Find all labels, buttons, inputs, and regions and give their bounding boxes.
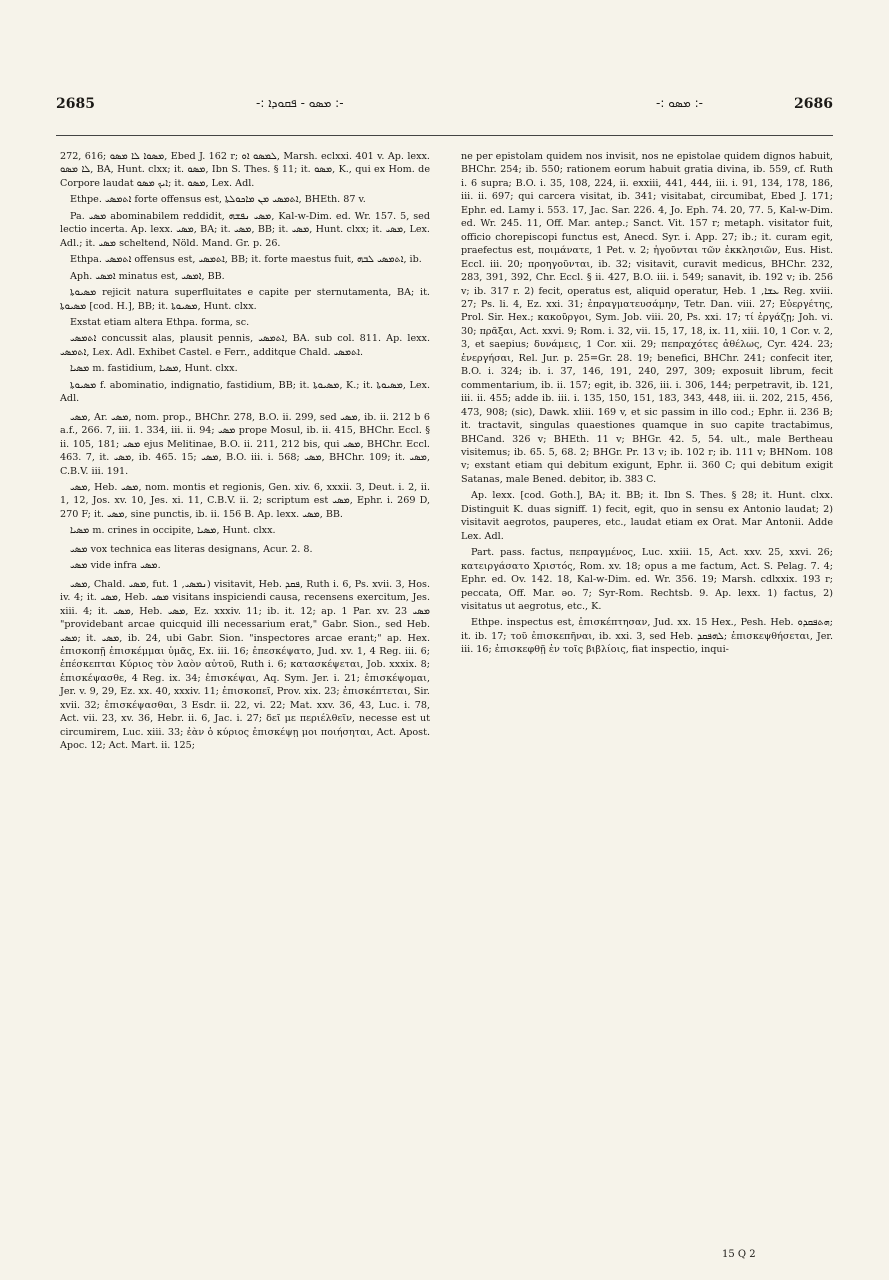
entry-paragraph: Exstat etiam altera Ethpa. forma, sc. xyxy=(70,316,250,328)
left-running-head: -: ܡܣܘ - ܦܩܘܕܐ :- xyxy=(256,96,344,110)
signature-mark: 15 Q 2 xyxy=(722,1249,756,1260)
entry-paragraph: ne per epistolam quidem nos invisit, nos ne epistolae quidem dignos habuit, BHChr. 254; ib. 550; rationem eorum habuit gratia divina, ib. 559, cf. Ruth i. 6 supra; B.O. i. 35, 108, 224, ii. exxiii, 441, 444, iii. i. 91, 134, 178, 186, iii. ii. 697; qui carcera visitat, ib. 341; visitabat, circumibat, Ebed J. 171; Ephr. ed. Lamy i. 553. 17, Jac. Sar. 226. 4, Jo. Eph. 74. 20, 77. 5, Kal-w-Dim. ed. Wr. 245. 11, Off. Mar. antep.; Sanct. Vit. 157 r; metaph. visitator fuit, officio chorepiscopi functus est, Anecd. Syr. i. App. 27; ib.; it. curam egit, praefectus est, ποιμάνατε, 1 Pet. v. 2; ἡγοῦνται τῶν ἐκκλησιῶν, Eus. Hist. Eccl. iii. 20; προηγοῦνται, ib. 32; visitavit, curavit medicus, BHChr. 232, 283, 391, 392, Chr. Eccl. § ii. 427, B.O. iii. i. 549; sanavit, ib. 192 v; ib. 256 v; ib. 317 r. 2) fecit, operatus est, aliquid operatur, Heb. ܥܫܐ, 1 Reg. xviii. 27; Ps. li. 4, Ez. xxi. 31; ἐπραγματευσάμην, Tetr. Dan. viii. 27; Εὐεργέτης, Prol. Sir. Hex.; κακοῦργοι, Sym. Job. viii. 20, Ps. xxi. 17; τί ἐργάζῃ; Joh. vi. 30; πρᾶξαι, Act. xxvi. 9; Rom. i. 32, vii. 15, 17, 18, ix. 11, xiii. 10, 1 Cor. v. 2, 3, et saepius; δυνάμεις, 1 Cor. xii. 29; πεπραχότες ἀθέλως, Cyr. 424. 23; ἐνεργήσαι, Rel. Jur. p. 25=Gr. 28. 19; benefici, BHChr. 241; confecit iter, B.O. i. 324; ib. i. 37, 146, 191, 240, 297, 309; exposuit librum, fecit commentarium, ib. ii. 157; egit, ib. 326, iii. i. 306, 144; perpetravit, ib. 121, iii. ii. 455; adde ib. iii. i. 135, 150, 151, 183, 343, 448, iii. ii. 202, 215, 456, 473, 908; (sic), Dawk. xliii. 169 v, et sic passim in illo cod.; Ephr. ii. 236 B; it. tractavit, singulas quaestiones quamque in suo capite tractabimus, BHCand. 326 v; BHEth. 11 v; BHGr. 42. 5, 54. ult., male Bertheau visitemus; ib. 65. 5, 68. 2; BHGr. Pr. 13 v; ib. 102 r; ib. 111 v; BHNom. 108 v; exstant etiam qui debitum exigunt, Ephr. ii. 360 C; qui debitum exigit Satanas, male Bened. debitor, ib. 383 C. xyxy=(461,151,833,485)
entry-paragraph: 272, 616; ܡܣܘܐ ܠܐ ܡܣܘ, Ebed J. 162 r; ܠܡܣܘ ܐܘ, Marsh. eclxxi. 401 v. Ap. lexx. ܠܐ ܡܣܘ, BA, Hunt. clxx; it. ܡܣܘ, Ibn S. Thes. § 11; it. ܡܣܘ, K., qui ex Hom. de Corpore laudat ܐܝܟ ܡܣܘ; it. ܡܣܘ, Lex. Adl. xyxy=(60,151,430,189)
entry-paragraph: ܡܣܝܐ m. fastidium, ܡܣܝܐ, Hunt. clxx. xyxy=(70,363,238,375)
entry-paragraph: ܡܣܝ vox technica eas literas designans, Acur. 2. 8. xyxy=(70,543,313,555)
entry-paragraph: ܡܣܝܘܬܐ f. abominatio, indignatio, fastidium, BB; it. ܡܣܝܘܬܐ, K.; it. ܡܣܝܘܬܐ, Lex. Adl. xyxy=(60,379,431,405)
entry-paragraph: ܡܣܝ, Ar. ܡܣܝ, nom. prop., BHChr. 278, B.O. ii. 299, sed ܡܣܝ, ib. ii. 212 b 6 a.f., 266. 7, iii. 1. 334, iii. ii. 94; ܡܣܝ prope Mosul, ib. ii. 415, BHChr. Eccl. § ii. 105, 181; ܡܣܝ ejus Melitinae, B.O. ii. 211, 212 bis, qui ܡܣܝ, BHChr. Eccl. 463. 7, it. ܡܣܝ, ib. 465. 15; ܡܣܝ, B.O. iii. i. 568; ܡܣܝ, BHChr. 109; it. ܡܣܝ, C.B.V. iii. 191. xyxy=(60,411,431,477)
left-column xyxy=(60,150,430,756)
page-header xyxy=(56,96,833,126)
entry-paragraph: ܡܣܝ, Chald. ܡܣܝ, fut. ܢܡܣܝ, 1) visitavit, Heb. ܦܩܕ, Ruth i. 6, Ps. xvii. 3, Hos. iv. 4; it. ܡܣܝ, Heb. ܡܣܝ visitans inspiciendi causa, recensens exercitum, Jes. xiii. 4; it. ܡܣܝ, Heb. ܡܣܝ, Ez. xxxiv. 11; ib. it. 12; ap. 1 Par. xv. 23 ܡܣܝ "providebant arcae quicquid illi necessarium erat," Gabr. Sion., sed Heb. ܡܣܝ; it. ܡܣܝ, ib. 24, ubi Gabr. Sion. "inspectores arcae erant;" ap. Hex. ἐπισκοπῇ ἐπισκέμμαι ὑμᾶς, Ex. iii. 16; ἐπεσκέψατο, Jud. xv. 1, 4 Reg. iii. 6; ἐπέσκεπται Κύριος τὸν λαὸν αὐτοῦ, Ruth i. 6; κατασκέψεται, Job. xxxix. 8; ἐπισκέψασθε, 4 Reg. ix. 34; ἐπισκέψαι, Aq. Sym. Jer. i. 21; ἐπισκέψομαι, Jer. v. 9, 29, Ez. xx. 40, xxxiv. 11; ἐπισκοπεῖ, Prov. xix. 23; ἐπισκέπτεται, Sir. xvii. 32; ἐπισκέψασθαι, 3 Esdr. ii. 22, vi. 22; Mat. xxv. 36, 43, Luc. i. 78, Act. vii. 23, xv. 36, Hebr. ii. 6, Jac. i. 27; δεῖ με περιέλθεῖν, necesse est ut circumirem, Luc. xiii. 33; ἐὰν ὁ κύριος ἐπισκέψῃ μοι ποιήσηται, Act. Apost. Apoc. 12; Act. Mart. ii. 125; xyxy=(60,578,430,752)
entry-paragraph: Ethpa. ܐܬܡܣܝ offensus est, ܐܬܡܣܝ, BB; it. forte maestus fuit, ܐܬܡܣܝ ܠܒܗ, ib. xyxy=(70,254,422,266)
entry-paragraph: ܡܣܝ vide infra ܡܣܝ. xyxy=(70,560,161,572)
right-column xyxy=(461,150,833,660)
entry-paragraph: Ap. lexx. [cod. Goth.], BA; it. BB; it. Ibn S. Thes. § 28; it. Hunt. clxx. Distinguit K. duas signiff. 1) fecit, egit, quo in sensu ex Antonio laudat; 2) visitavit aegrotos, pauperes, etc., laudat etiam ex Orat. Mar Antonii. Adde Lex. Adl. xyxy=(461,490,833,542)
entry-paragraph: ܡܣܝܘܬܐ rejicit natura superfluitates e capite per sternutamenta, BA; it. ܡܣܝܘܬܐ [cod. H.], BB; it. ܡܣܝܘܬܐ, Hunt. clxx. xyxy=(60,287,430,312)
left-page-number: 2685 xyxy=(56,96,95,112)
entry-paragraph: ܡܣܝ, Heb. ܡܣܝ, nom. montis et regionis, Gen. xiv. 6, xxxii. 3, Deut. i. 2, ii. 1, 12, Jos. xv. 10, Jes. xi. 11, C.B.V. ii. 2; scriptum est ܡܣܝ, Ephr. i. 269 D, 270 F; it. ܡܣܝ, sine punctis, ib. ii. 156 B. Ap. lexx. ܡܣܝ, BB. xyxy=(60,481,430,520)
entry-paragraph: Aph. ܐܡܣܝ minatus est, ܐܡܣܝ, BB. xyxy=(70,270,225,282)
right-running-head: -: ܡܣܘ :- xyxy=(656,96,703,110)
entry-paragraph: ܐܬܡܣܝ concussit alas, plausit pennis, ܐܬܡܣܝ, BA. sub col. 811. Ap. lexx. ܐܬܡܣܝ, Lex. Adl. Exhibet Castel. e Ferr., additque Chald. ܐܬܡܣܝ. xyxy=(60,333,430,358)
entry-paragraph: ܡܣܝܐ m. crines in occipite, ܡܣܝܐ, Hunt. clxx. xyxy=(70,525,276,537)
entry-paragraph: Pa. ܡܣܝ abominabilem reddidit, ܡܣܝ ܢܦܫܗ, Kal-w-Dim. ed. Wr. 157. 5, sed lectio incerta. Ap. lexx. ܡܣܝ, BA; it. ܡܣܝ, BB; it. ܡܣܝ, Hunt. clxx; it. ܡܣܝ, Lex. Adl.; it. ܡܣܝ scheltend, Nöld. Mand. Gr. p. 26. xyxy=(60,210,431,249)
right-page-number: 2686 xyxy=(794,96,833,112)
entry-paragraph: Part. pass. factus, πεπραγμένος, Luc. xxiii. 15, Act. xxv. 25, xxvi. 26; κατειργάσατο Χριστός, Rom. xv. 18; opus a me factum, Act. S. Pelag. 7. 4; Ephr. ed. Ov. 142. 18, Kal-w-Dim. ed. Wr. 356. 19; Marsh. cdlxxix. 193 r; peccata, Off. Mar. ǝo. 7; Syr-Rom. Rechtsb. 9. Ap. lexx. 1) factus, 2) visitatus ut aegrotus, etc., K. xyxy=(461,547,833,612)
header-rule xyxy=(56,135,833,136)
entry-paragraph: Ethpe. inspectus est, ἐπισκέπτησαν, Jud. xx. 15 Hex., Pesh. Heb. ܗܬܦܩܕܘ; it. ib. 17; τοῦ ἐπισκεπῆναι, ib. xxi. 3, sed Heb. ܠܗܦܩܕ; ἐπισκεψθήσεται, Jer. iii. 16; ἐπισκεφθῇ ἐν τοῖς βιβλίοις, fiat inspectio, inqui- xyxy=(461,617,833,656)
entry-paragraph: Ethpe. ܐܬܡܣܝ forte offensus est, ܐܬܡܣܝ ܡܢ ܡܐܟܘܠܬܐ, BHEth. 87 v. xyxy=(70,194,366,206)
